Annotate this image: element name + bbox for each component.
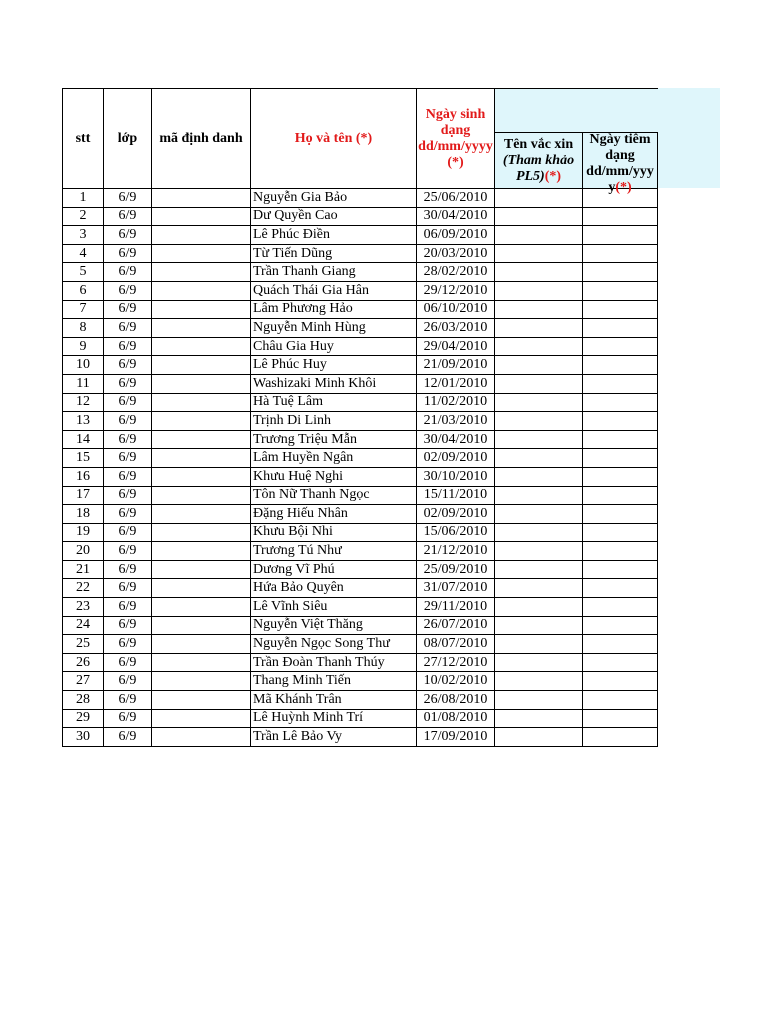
cell-ho-ten[interactable]: Hứa Bảo Quyên (251, 579, 417, 598)
cell-ma-dinh-danh[interactable] (152, 598, 251, 617)
cell-ma-dinh-danh[interactable] (152, 728, 251, 747)
cell-stt[interactable]: 6 (63, 281, 104, 300)
cell-stt[interactable]: 9 (63, 337, 104, 356)
cell-ma-dinh-danh[interactable] (152, 579, 251, 598)
cell-stt[interactable]: 17 (63, 486, 104, 505)
cell-ten-vac-xin[interactable] (495, 281, 583, 300)
cell-ho-ten[interactable]: Mã Khánh Trân (251, 691, 417, 710)
cell-ho-ten[interactable]: Trương Tú Như (251, 542, 417, 561)
cell-stt[interactable]: 26 (63, 653, 104, 672)
cell-ngay-tiem[interactable] (583, 598, 658, 617)
cell-ngay-sinh[interactable]: 30/04/2010 (417, 207, 495, 226)
cell-ten-vac-xin[interactable] (495, 560, 583, 579)
cell-ho-ten[interactable]: Dương Vĩ Phú (251, 560, 417, 579)
cell-ngay-tiem[interactable] (583, 337, 658, 356)
table-row (63, 300, 658, 319)
cell-stt[interactable]: 19 (63, 523, 104, 542)
cell-ngay-tiem[interactable] (583, 281, 658, 300)
cell-ngay-sinh[interactable]: 26/08/2010 (417, 691, 495, 710)
cell-stt[interactable]: 15 (63, 449, 104, 468)
cell-ten-vac-xin[interactable] (495, 523, 583, 542)
cell-ngay-tiem[interactable] (583, 207, 658, 226)
cell-ho-ten[interactable]: Nguyễn Gia Bảo (251, 189, 417, 208)
cell-ho-ten[interactable]: Trần Lê Bảo Vy (251, 728, 417, 747)
table-row (63, 430, 658, 449)
cell-ten-vac-xin[interactable] (495, 337, 583, 356)
cell-ngay-sinh[interactable]: 21/03/2010 (417, 412, 495, 431)
cell-ngay-tiem[interactable] (583, 374, 658, 393)
cell-ten-vac-xin[interactable] (495, 244, 583, 263)
cell-lop[interactable]: 6/9 (104, 244, 152, 263)
cell-ngay-sinh[interactable]: 17/09/2010 (417, 728, 495, 747)
table-row (63, 244, 658, 263)
cell-ngay-sinh[interactable]: 12/01/2010 (417, 374, 495, 393)
table-row (63, 467, 658, 486)
cell-lop[interactable]: 6/9 (104, 393, 152, 412)
cell-ho-ten[interactable]: Lê Vĩnh Siêu (251, 598, 417, 617)
cell-ho-ten[interactable]: Dư Quyền Cao (251, 207, 417, 226)
cell-ten-vac-xin[interactable] (495, 393, 583, 412)
cell-ngay-tiem[interactable] (583, 319, 658, 338)
cell-ngay-tiem[interactable] (583, 560, 658, 579)
cell-stt[interactable]: 25 (63, 635, 104, 654)
header-ngay-sinh[interactable] (417, 89, 495, 189)
cell-ngay-sinh[interactable]: 26/03/2010 (417, 319, 495, 338)
table-body (63, 189, 658, 747)
cell-ten-vac-xin[interactable] (495, 356, 583, 375)
cell-lop[interactable]: 6/9 (104, 263, 152, 282)
table-row (63, 189, 658, 208)
cell-ma-dinh-danh[interactable] (152, 691, 251, 710)
cell-ngay-tiem[interactable] (583, 653, 658, 672)
cell-ma-dinh-danh[interactable] (152, 653, 251, 672)
cell-ngay-tiem[interactable] (583, 579, 658, 598)
cell-stt[interactable]: 10 (63, 356, 104, 375)
cell-stt[interactable]: 3 (63, 226, 104, 245)
cell-ma-dinh-danh[interactable] (152, 356, 251, 375)
cell-ma-dinh-danh[interactable] (152, 207, 251, 226)
cell-ho-ten[interactable]: Tôn Nữ Thanh Ngọc (251, 486, 417, 505)
header-ngay-tiem-required: (*) (615, 179, 632, 195)
header-ngay-tiem-text (583, 131, 657, 195)
cell-ho-ten[interactable]: Lê Huỳnh Minh Trí (251, 709, 417, 728)
cell-ngay-sinh[interactable]: 02/09/2010 (417, 449, 495, 468)
cell-ngay-sinh[interactable]: 25/06/2010 (417, 189, 495, 208)
cell-ho-ten[interactable]: Hà Tuệ Lâm (251, 393, 417, 412)
cell-ten-vac-xin[interactable] (495, 300, 583, 319)
cell-ngay-tiem[interactable] (583, 486, 658, 505)
cell-stt[interactable]: 27 (63, 672, 104, 691)
cell-ten-vac-xin[interactable] (495, 653, 583, 672)
cell-stt[interactable]: 13 (63, 412, 104, 431)
cell-stt[interactable]: 21 (63, 560, 104, 579)
header-vaccine-group[interactable] (495, 89, 658, 133)
cell-ten-vac-xin[interactable] (495, 263, 583, 282)
cell-ngay-sinh[interactable]: 08/07/2010 (417, 635, 495, 654)
table-row (63, 672, 658, 691)
cell-ten-vac-xin[interactable] (495, 319, 583, 338)
cell-ngay-tiem[interactable] (583, 635, 658, 654)
table-row (63, 486, 658, 505)
cell-ngay-tiem[interactable] (583, 226, 658, 245)
cell-stt[interactable]: 4 (63, 244, 104, 263)
cell-ngay-sinh[interactable]: 11/02/2010 (417, 393, 495, 412)
cell-ma-dinh-danh[interactable] (152, 281, 251, 300)
cell-ngay-sinh[interactable]: 29/04/2010 (417, 337, 495, 356)
cell-lop[interactable]: 6/9 (104, 523, 152, 542)
cell-ten-vac-xin[interactable] (495, 691, 583, 710)
header-lop[interactable]: lớp (104, 89, 152, 189)
cell-ngay-tiem[interactable] (583, 430, 658, 449)
header-ten-vac-xin-line1: Tên vắc xin (503, 136, 574, 152)
table-row (63, 356, 658, 375)
cell-stt[interactable]: 12 (63, 393, 104, 412)
cell-ma-dinh-danh[interactable] (152, 560, 251, 579)
cell-ngay-tiem[interactable] (583, 709, 658, 728)
cell-ho-ten[interactable]: Trần Thanh Giang (251, 263, 417, 282)
cell-lop[interactable]: 6/9 (104, 300, 152, 319)
cell-ma-dinh-danh[interactable] (152, 244, 251, 263)
cell-ten-vac-xin[interactable] (495, 598, 583, 617)
cell-ma-dinh-danh[interactable] (152, 616, 251, 635)
cell-lop[interactable]: 6/9 (104, 672, 152, 691)
header-ngay-sinh-text: Ngày sinh dạng dd/mm/yyyy (*) (418, 106, 493, 170)
cell-ten-vac-xin[interactable] (495, 542, 583, 561)
cell-ten-vac-xin[interactable] (495, 505, 583, 524)
cell-ngay-tiem[interactable] (583, 542, 658, 561)
cell-ho-ten[interactable]: Đặng Hiếu Nhân (251, 505, 417, 524)
cell-ngay-tiem[interactable] (583, 523, 658, 542)
cell-lop[interactable]: 6/9 (104, 598, 152, 617)
cell-ngay-sinh[interactable]: 20/03/2010 (417, 244, 495, 263)
cell-stt[interactable]: 30 (63, 728, 104, 747)
cell-lop[interactable]: 6/9 (104, 467, 152, 486)
cell-ten-vac-xin[interactable] (495, 579, 583, 598)
cell-ho-ten[interactable]: Washizaki Minh Khôi (251, 374, 417, 393)
cell-lop[interactable]: 6/9 (104, 226, 152, 245)
cell-ngay-sinh[interactable]: 31/07/2010 (417, 579, 495, 598)
cell-lop[interactable]: 6/9 (104, 337, 152, 356)
table-row (63, 226, 658, 245)
cell-ngay-tiem[interactable] (583, 691, 658, 710)
cell-stt[interactable]: 16 (63, 467, 104, 486)
cell-ma-dinh-danh[interactable] (152, 430, 251, 449)
cell-ten-vac-xin[interactable] (495, 672, 583, 691)
cell-ngay-tiem[interactable] (583, 616, 658, 635)
cell-lop[interactable]: 6/9 (104, 542, 152, 561)
table-row (63, 393, 658, 412)
cell-lop[interactable]: 6/9 (104, 281, 152, 300)
cell-ho-ten[interactable]: Khưu Bội Nhi (251, 523, 417, 542)
header-ngay-tiem-line1: Ngày tiêm dạng dd/mm/yyy (586, 131, 654, 179)
cell-ho-ten[interactable]: Trịnh Di Linh (251, 412, 417, 431)
header-ten-vac-xin-ref: (Tham khảo PL5) (502, 152, 575, 184)
header-ngay-tiem[interactable] (583, 131, 658, 195)
cell-lop[interactable]: 6/9 (104, 635, 152, 654)
cell-stt[interactable]: 20 (63, 542, 104, 561)
cell-lop[interactable]: 6/9 (104, 709, 152, 728)
cell-ma-dinh-danh[interactable] (152, 505, 251, 524)
cell-ma-dinh-danh[interactable] (152, 226, 251, 245)
cell-ngay-tiem[interactable] (583, 505, 658, 524)
cell-stt[interactable]: 22 (63, 579, 104, 598)
cell-lop[interactable]: 6/9 (104, 449, 152, 468)
cell-ma-dinh-danh[interactable] (152, 374, 251, 393)
cell-ten-vac-xin[interactable] (495, 207, 583, 226)
cell-ma-dinh-danh[interactable] (152, 412, 251, 431)
cell-ten-vac-xin[interactable] (495, 226, 583, 245)
cell-ma-dinh-danh[interactable] (152, 635, 251, 654)
cell-ngay-sinh[interactable]: 30/10/2010 (417, 467, 495, 486)
cell-stt[interactable]: 2 (63, 207, 104, 226)
cell-ma-dinh-danh[interactable] (152, 542, 251, 561)
cell-ten-vac-xin[interactable] (495, 189, 583, 208)
cell-ho-ten[interactable]: Trương Triệu Mẫn (251, 430, 417, 449)
header-ten-vac-xin-required: (*) (544, 168, 562, 184)
table-row (63, 449, 658, 468)
cell-stt[interactable]: 8 (63, 319, 104, 338)
table-row (63, 691, 658, 710)
table-row (63, 319, 658, 338)
cell-ngay-tiem[interactable] (583, 672, 658, 691)
cell-lop[interactable]: 6/9 (104, 653, 152, 672)
table-row (63, 337, 658, 356)
cell-stt[interactable]: 5 (63, 263, 104, 282)
table-row (63, 635, 658, 654)
table-row (63, 207, 658, 226)
cell-ho-ten[interactable]: Lâm Phương Hảo (251, 300, 417, 319)
cell-ngay-tiem[interactable] (583, 467, 658, 486)
table-row (63, 523, 658, 542)
cell-ten-vac-xin[interactable] (495, 412, 583, 431)
cell-ten-vac-xin[interactable] (495, 635, 583, 654)
cell-ngay-tiem[interactable] (583, 244, 658, 263)
cell-ma-dinh-danh[interactable] (152, 263, 251, 282)
cell-ngay-sinh[interactable]: 15/11/2010 (417, 486, 495, 505)
cell-ho-ten[interactable]: Lê Phúc Điền (251, 226, 417, 245)
cell-lop[interactable]: 6/9 (104, 579, 152, 598)
cell-lop[interactable]: 6/9 (104, 486, 152, 505)
cell-stt[interactable]: 1 (63, 189, 104, 208)
cell-ngay-sinh[interactable]: 02/09/2010 (417, 505, 495, 524)
table-row (63, 653, 658, 672)
cell-lop[interactable]: 6/9 (104, 430, 152, 449)
cell-ngay-sinh[interactable]: 10/02/2010 (417, 672, 495, 691)
cell-ngay-sinh[interactable]: 26/07/2010 (417, 616, 495, 635)
cell-lop[interactable]: 6/9 (104, 505, 152, 524)
table-row (63, 263, 658, 282)
header-ma-dinh-danh[interactable]: mã định danh (152, 89, 251, 189)
cell-ma-dinh-danh[interactable] (152, 337, 251, 356)
cell-ngay-tiem[interactable] (583, 412, 658, 431)
cell-ho-ten[interactable]: Lê Phúc Huy (251, 356, 417, 375)
cell-lop[interactable]: 6/9 (104, 560, 152, 579)
cell-ma-dinh-danh[interactable] (152, 486, 251, 505)
table-row (63, 542, 658, 561)
cell-ngay-sinh[interactable]: 30/04/2010 (417, 430, 495, 449)
cell-lop[interactable]: 6/9 (104, 616, 152, 635)
table-row (63, 412, 658, 431)
cell-ngay-sinh[interactable]: 25/09/2010 (417, 560, 495, 579)
cell-ngay-tiem[interactable] (583, 449, 658, 468)
cell-ma-dinh-danh[interactable] (152, 467, 251, 486)
cell-stt[interactable]: 23 (63, 598, 104, 617)
cell-ma-dinh-danh[interactable] (152, 449, 251, 468)
table-row (63, 598, 658, 617)
cell-ten-vac-xin[interactable] (495, 430, 583, 449)
cell-ma-dinh-danh[interactable] (152, 319, 251, 338)
cell-stt[interactable]: 7 (63, 300, 104, 319)
table-row (63, 709, 658, 728)
cell-ma-dinh-danh[interactable] (152, 393, 251, 412)
header-stt[interactable]: stt (63, 89, 104, 189)
cell-ten-vac-xin[interactable] (495, 728, 583, 747)
cell-lop[interactable]: 6/9 (104, 728, 152, 747)
table-row (63, 579, 658, 598)
cell-ho-ten[interactable]: Khưu Huệ Nghi (251, 467, 417, 486)
table-row (63, 374, 658, 393)
cell-ngay-sinh[interactable]: 27/12/2010 (417, 653, 495, 672)
table-row (63, 728, 658, 747)
cell-ma-dinh-danh[interactable] (152, 672, 251, 691)
cell-ten-vac-xin[interactable] (495, 374, 583, 393)
cell-stt[interactable]: 11 (63, 374, 104, 393)
cell-ngay-sinh[interactable]: 28/02/2010 (417, 263, 495, 282)
cell-ten-vac-xin[interactable] (495, 709, 583, 728)
cell-ten-vac-xin[interactable] (495, 449, 583, 468)
cell-ngay-sinh[interactable]: 06/09/2010 (417, 226, 495, 245)
student-vaccination-table (62, 88, 658, 747)
cell-ngay-sinh[interactable]: 29/12/2010 (417, 281, 495, 300)
cell-ngay-sinh[interactable]: 21/09/2010 (417, 356, 495, 375)
cell-ho-ten[interactable]: Thang Minh Tiến (251, 672, 417, 691)
cell-ngay-tiem[interactable] (583, 356, 658, 375)
cell-ngay-tiem[interactable] (583, 728, 658, 747)
table-row (63, 505, 658, 524)
cell-ngay-sinh[interactable]: 21/12/2010 (417, 542, 495, 561)
cell-stt[interactable]: 28 (63, 691, 104, 710)
cell-lop[interactable]: 6/9 (104, 412, 152, 431)
cell-lop[interactable]: 6/9 (104, 691, 152, 710)
cell-ho-ten[interactable]: Từ Tiến Dũng (251, 244, 417, 263)
cell-ho-ten[interactable]: Trần Đoàn Thanh Thúy (251, 653, 417, 672)
cell-lop[interactable]: 6/9 (104, 356, 152, 375)
cell-ten-vac-xin[interactable] (495, 486, 583, 505)
cell-ma-dinh-danh[interactable] (152, 709, 251, 728)
header-ten-vac-xin[interactable] (495, 133, 583, 189)
cell-ho-ten[interactable]: Nguyễn Ngọc Song Thư (251, 635, 417, 654)
cell-stt[interactable]: 24 (63, 616, 104, 635)
cell-ngay-tiem[interactable] (583, 300, 658, 319)
cell-ngay-sinh[interactable]: 01/08/2010 (417, 709, 495, 728)
cell-ten-vac-xin[interactable] (495, 616, 583, 635)
cell-ho-ten[interactable]: Châu Gia Huy (251, 337, 417, 356)
cell-lop[interactable]: 6/9 (104, 207, 152, 226)
cell-stt[interactable]: 18 (63, 505, 104, 524)
cell-ma-dinh-danh[interactable] (152, 300, 251, 319)
cell-ten-vac-xin[interactable] (495, 467, 583, 486)
cell-lop[interactable]: 6/9 (104, 374, 152, 393)
cell-ma-dinh-danh[interactable] (152, 189, 251, 208)
header-ngay-tiem-line2: y (608, 179, 616, 195)
cell-ngay-sinh[interactable]: 29/11/2010 (417, 598, 495, 617)
table-row (63, 281, 658, 300)
cell-ho-ten[interactable]: Nguyễn Việt Thăng (251, 616, 417, 635)
cell-stt[interactable]: 14 (63, 430, 104, 449)
header-ho-ten[interactable]: Họ và tên (*) (251, 89, 417, 189)
cell-stt[interactable]: 29 (63, 709, 104, 728)
cell-lop[interactable]: 6/9 (104, 319, 152, 338)
header-ten-vac-xin-line2 (495, 153, 582, 185)
cell-ngay-sinh[interactable]: 06/10/2010 (417, 300, 495, 319)
table-row (63, 616, 658, 635)
cell-ho-ten[interactable]: Nguyễn Minh Hùng (251, 319, 417, 338)
cell-ma-dinh-danh[interactable] (152, 523, 251, 542)
cell-lop[interactable]: 6/9 (104, 189, 152, 208)
table-row (63, 560, 658, 579)
cell-ngay-sinh[interactable]: 15/06/2010 (417, 523, 495, 542)
cell-ngay-tiem[interactable] (583, 393, 658, 412)
cell-ho-ten[interactable]: Quách Thái Gia Hân (251, 281, 417, 300)
cell-ngay-tiem[interactable] (583, 263, 658, 282)
cell-ho-ten[interactable]: Lâm Huyền Ngân (251, 449, 417, 468)
